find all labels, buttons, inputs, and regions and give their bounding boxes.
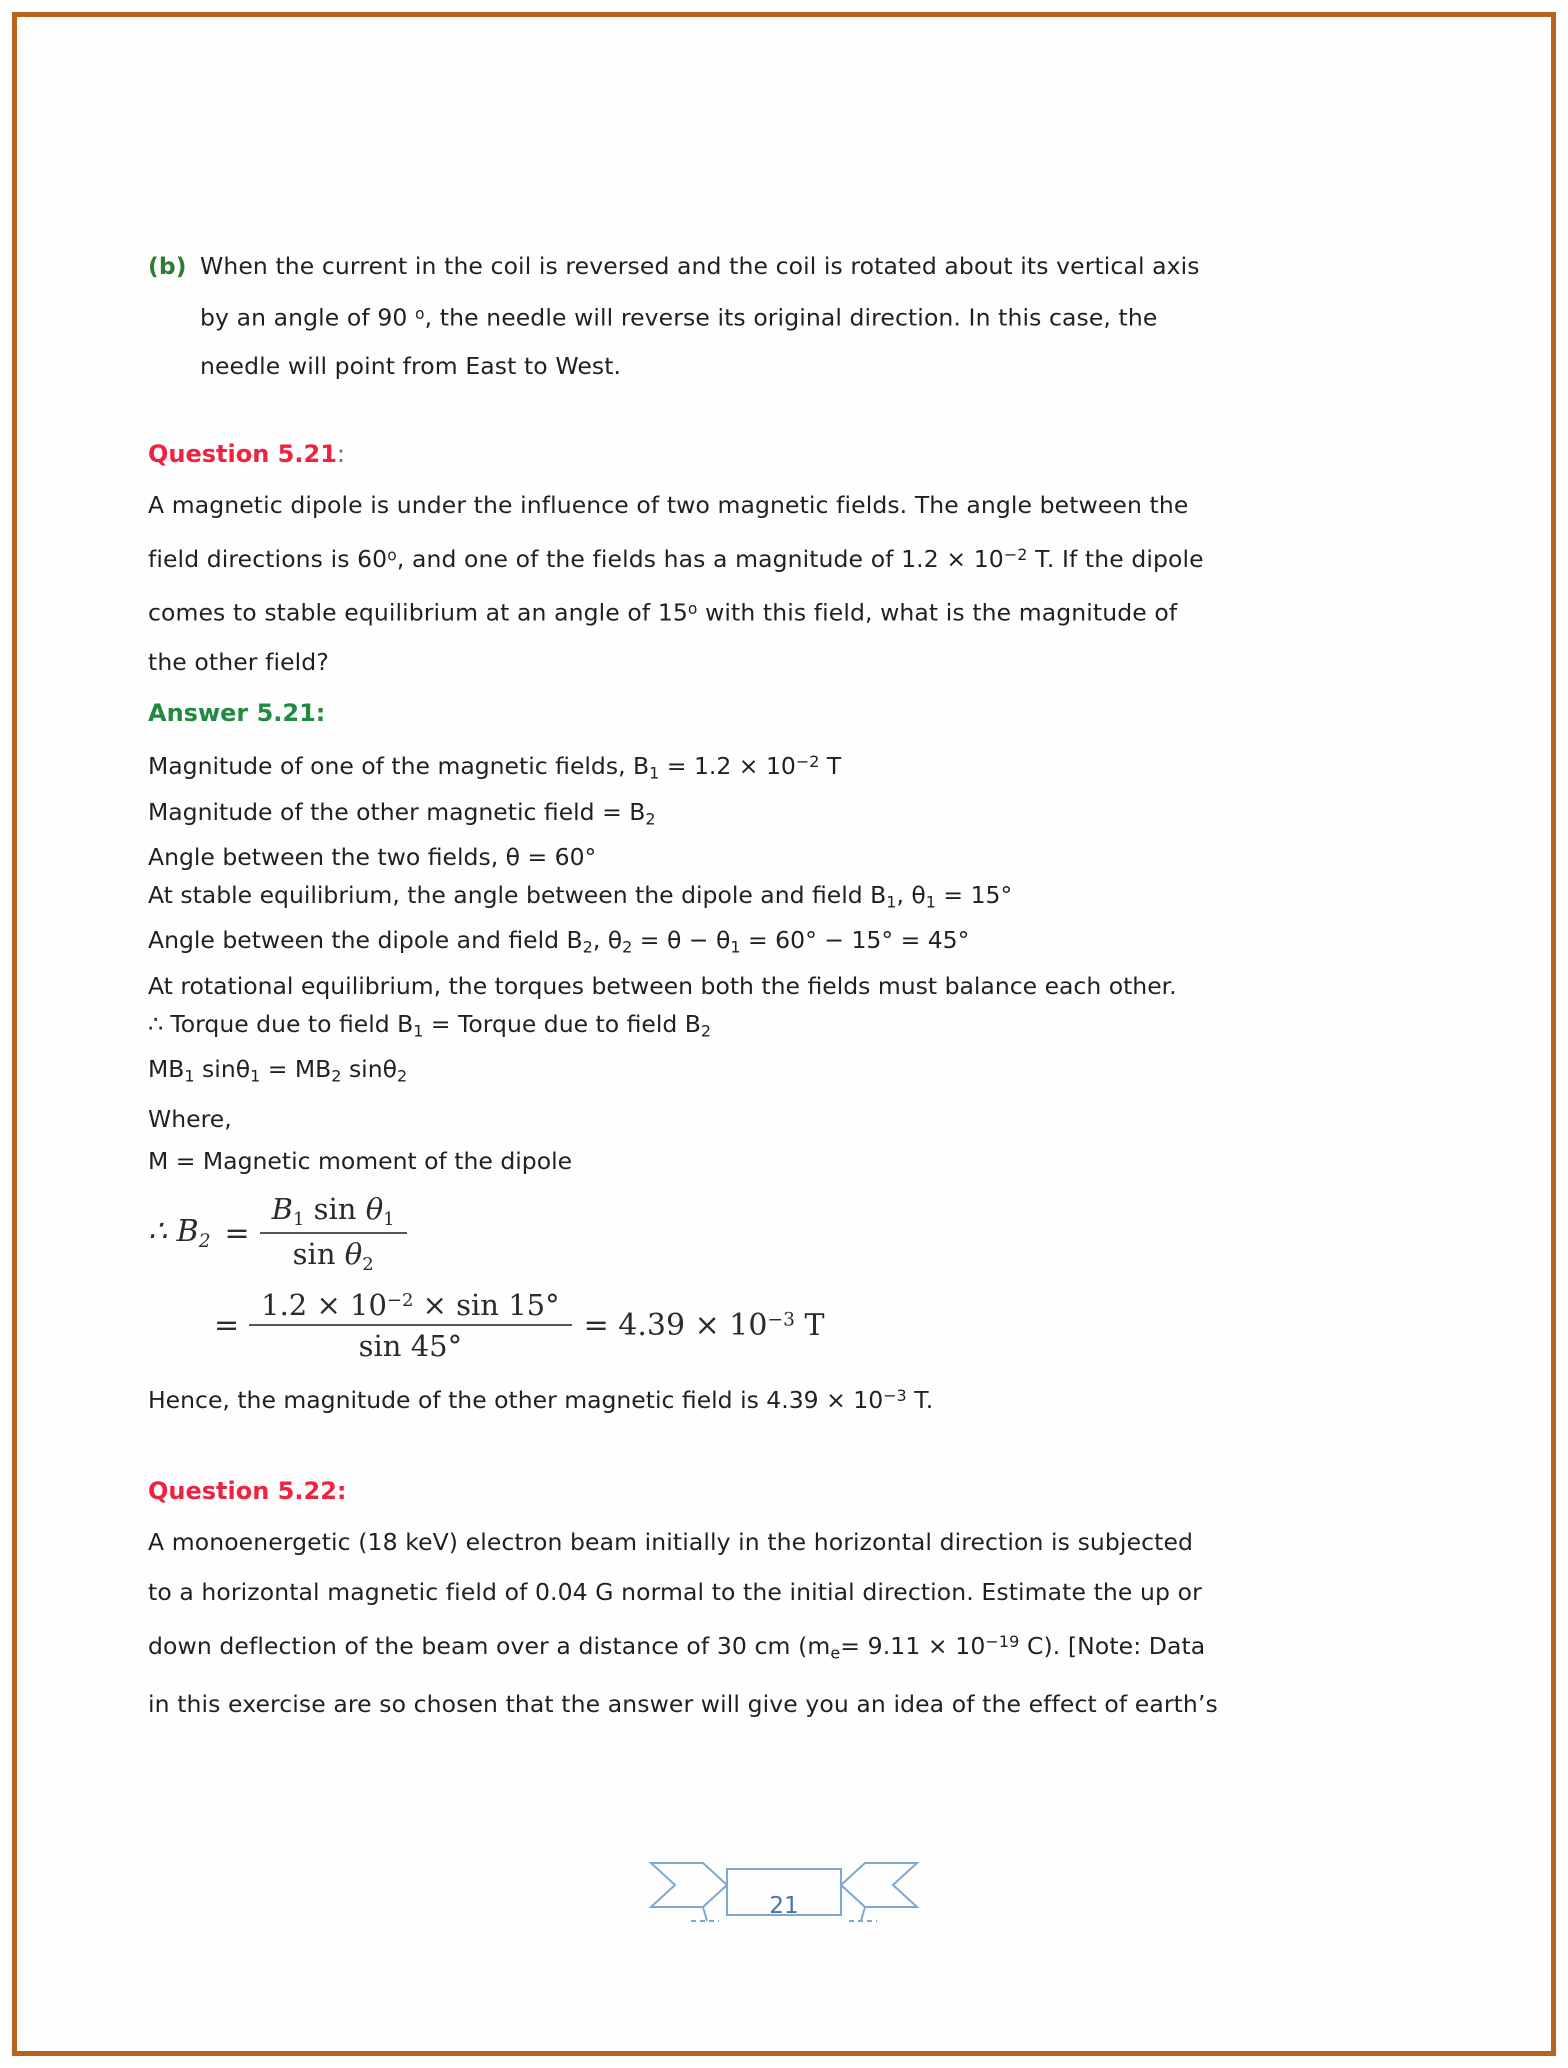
degree-symbol-15: o <box>687 599 698 618</box>
subscript-sin-theta2: 2 <box>396 1066 408 1086</box>
formula-b2-definition <box>148 1192 1318 1275</box>
degree-symbol-90: o <box>415 305 425 323</box>
formula-b2-evaluation <box>148 1288 1318 1363</box>
page-canvas <box>17 17 1551 2051</box>
mb-eq-a: MB <box>148 1055 185 1084</box>
question-5-21-heading-text: Question 5.21 <box>148 439 337 468</box>
part-b-line-2-post: , the needle will reverse its original direction. In this case, the <box>424 303 1158 332</box>
answer-5-21-heading: Answer 5.21: <box>148 699 326 728</box>
formula-b2-lead <box>148 1214 221 1252</box>
answer-line-b2-magnitude <box>148 793 1318 838</box>
conclusion-text: Hence, the magnitude of the other magnetic field is 4.39 × 10 <box>148 1386 884 1415</box>
answer-line-magnetic-moment: M = Magnetic moment of the dipole <box>148 1146 573 1175</box>
answer-line-b2-text: Magnitude of the other magnetic field = B <box>148 797 646 826</box>
subscript-mb1: 1 <box>184 1066 195 1086</box>
q21-line-4: the other field? <box>148 648 329 677</box>
formula-b2-fraction <box>260 1192 407 1275</box>
page-footer <box>17 1855 1551 1947</box>
answer-line-angle-between-fields: Angle between the two fields, θ = 60° <box>148 842 597 871</box>
answer-line-b1-unit: T <box>819 752 842 781</box>
subscript-torque-b2: 2 <box>700 1021 712 1041</box>
formula-b2-denominator <box>281 1234 386 1275</box>
answer-line-b1-magnitude <box>148 743 1318 792</box>
conclusion-exponent: −3 <box>883 1386 907 1406</box>
formula-b2-var-letter: B <box>176 1214 199 1250</box>
subscript-theta1: 1 <box>925 892 936 912</box>
numerator-b-subscript: 1 <box>292 1208 305 1230</box>
eval-result-exponent: −3 <box>767 1310 795 1332</box>
q22-line-2: to a horizontal magnetic field of 0.04 G normal to the initial direction. Estimate the up or <box>148 1578 1202 1607</box>
formula-eval-fraction <box>249 1288 571 1363</box>
question-5-21-heading-colon: : <box>336 439 345 468</box>
exponent-minus2: −2 <box>795 752 820 772</box>
question-5-22-body <box>148 1517 1318 1728</box>
eval-numerator-value: 1.2 × 10 <box>261 1288 387 1323</box>
formula-eval-row <box>210 1288 1318 1363</box>
answer-line-dipole-b2-c: = θ − θ <box>632 926 731 955</box>
q22-line-3b: = 9.11 × 10 <box>840 1632 986 1661</box>
conclusion-unit: T. <box>906 1386 934 1415</box>
answer-line-torque-b: = Torque due to field B <box>423 1009 701 1038</box>
page-number-text: 21 <box>769 1893 799 1919</box>
q21-line-1: A magnetic dipole is under the influence of two magnetic fields. The angle between the <box>148 490 1189 519</box>
numerator-sin: sin <box>304 1191 366 1226</box>
numerator-theta-subscript: 1 <box>383 1208 395 1230</box>
eval-result-equals: = <box>583 1308 609 1344</box>
answer-line-where: Where, <box>148 1104 232 1133</box>
formula-eval-numerator <box>249 1288 571 1324</box>
q21-line-3b: with this field, what is the magnitude of <box>697 598 1178 627</box>
q21-line-3a: comes to stable equilibrium at an angle of 15 <box>148 598 688 627</box>
question-5-21-body <box>148 480 1318 688</box>
part-b-line-3: needle will point from East to West. <box>200 351 622 380</box>
answer-line-dipole-b2-a: Angle between the dipole and field B <box>148 926 583 955</box>
answer-line-dipole-b2-d: = 60° − 15° = 45° <box>740 926 970 955</box>
therefore-symbol: ∴ <box>148 1214 168 1250</box>
degree-symbol-60: o <box>387 546 397 565</box>
eval-result-value: 4.39 × 10 <box>618 1308 768 1344</box>
formula-eval-equals: = <box>214 1308 240 1344</box>
numerator-theta: θ <box>365 1191 384 1226</box>
mb-eq-c: = MB <box>260 1055 332 1084</box>
mb-eq-b: sinθ <box>194 1055 251 1084</box>
subscript-mb2: 2 <box>331 1066 342 1086</box>
formula-b2-equals: = <box>224 1215 250 1251</box>
answer-line-rotational-equilibrium: At rotational equilibrium, the torques between both the fields must balance each other. <box>148 971 1177 1000</box>
q21-line-2a: field directions is 60 <box>148 544 388 573</box>
answer-line-dipole-b2-b: , θ <box>592 926 623 955</box>
page-border-frame <box>12 12 1556 2056</box>
answer-line-stable-eq-a: At stable equilibrium, the angle between the dipole and field B <box>148 880 887 909</box>
answer-line-mb-sin-equation <box>148 1050 1318 1095</box>
eval-result-unit: T <box>794 1308 825 1344</box>
answer-line-stable-eq-b: , θ <box>896 880 926 909</box>
answer-line-stable-eq-c: = 15° <box>935 880 1013 909</box>
formula-b2-numerator <box>260 1192 407 1232</box>
page-number-ribbon <box>647 1855 921 1947</box>
q21-exponent-minus2: −2 <box>1003 544 1028 564</box>
answer-5-21-body <box>148 743 1318 1419</box>
formula-eval-result <box>572 1308 825 1343</box>
subscript-torque-b1: 1 <box>413 1021 424 1041</box>
denominator-theta: θ <box>344 1236 363 1271</box>
subscript-2: 2 <box>645 808 656 828</box>
answer-line-angle-dipole-b2 <box>148 921 1318 966</box>
q22-exponent-minus19: −19 <box>985 1632 1020 1652</box>
q22-subscript-e: e <box>830 1643 841 1663</box>
answer-line-stable-equilibrium <box>148 876 1318 921</box>
question-5-21-heading <box>148 434 1318 474</box>
subscript-b2: 2 <box>582 937 593 957</box>
formula-b2-var-subscript: 2 <box>198 1231 211 1253</box>
formula-b2-row <box>148 1192 1318 1275</box>
formula-b2-variable <box>176 1214 211 1253</box>
q22-line-1: A monoenergetic (18 keV) electron beam initially in the horizontal direction is subjected <box>148 1528 1194 1557</box>
subscript-b1: 1 <box>886 892 897 912</box>
answer-line-torque-a: ∴ Torque due to field B <box>148 1009 414 1038</box>
q22-line-3c: C). [Note: Data <box>1019 1632 1206 1661</box>
answer-line-b1-text: Magnitude of one of the magnetic fields, B <box>148 752 650 781</box>
denominator-sin: sin <box>292 1236 345 1271</box>
part-b-line-2-pre: by an angle of 90 <box>200 303 416 332</box>
part-b-paragraph <box>148 242 1318 390</box>
mb-eq-d: sinθ <box>341 1055 397 1084</box>
part-b-marker: (b) <box>148 252 187 280</box>
subscript-1: 1 <box>649 763 660 783</box>
formula-eval-denominator: sin 45° <box>358 1329 463 1364</box>
subscript-theta2: 2 <box>622 937 633 957</box>
answer-conclusion <box>148 1377 1318 1419</box>
question-5-22-heading: Question 5.22: <box>148 1477 347 1506</box>
subscript-sin-theta1: 1 <box>250 1066 261 1086</box>
eval-numerator-sin15: × sin 15° <box>413 1288 560 1323</box>
question-5-21-text <box>148 480 1318 688</box>
question-5-22-text <box>148 1517 1318 1728</box>
answer-line-b1-value: = 1.2 × 10 <box>659 752 796 781</box>
numerator-b: B <box>271 1191 293 1226</box>
q22-line-3a: down deflection of the beam over a distance of 30 cm (m <box>148 1632 831 1661</box>
eval-numerator-exponent: −2 <box>386 1290 414 1312</box>
q22-line-4: in this exercise are so chosen that the answer will give you an idea of the effect of earth’s <box>148 1689 1218 1718</box>
subscript-theta1b: 1 <box>730 937 741 957</box>
page-content <box>148 242 1318 1729</box>
q21-line-2c: T. If the dipole <box>1027 544 1204 573</box>
answer-line-torque-balance <box>148 1005 1318 1050</box>
denominator-theta-subscript: 2 <box>362 1253 374 1275</box>
q21-line-2b: , and one of the fields has a magnitude of 1.2 × 10 <box>396 544 1004 573</box>
part-b-line-1: When the current in the coil is reversed and the coil is rotated about its vertical axis <box>200 252 1200 280</box>
